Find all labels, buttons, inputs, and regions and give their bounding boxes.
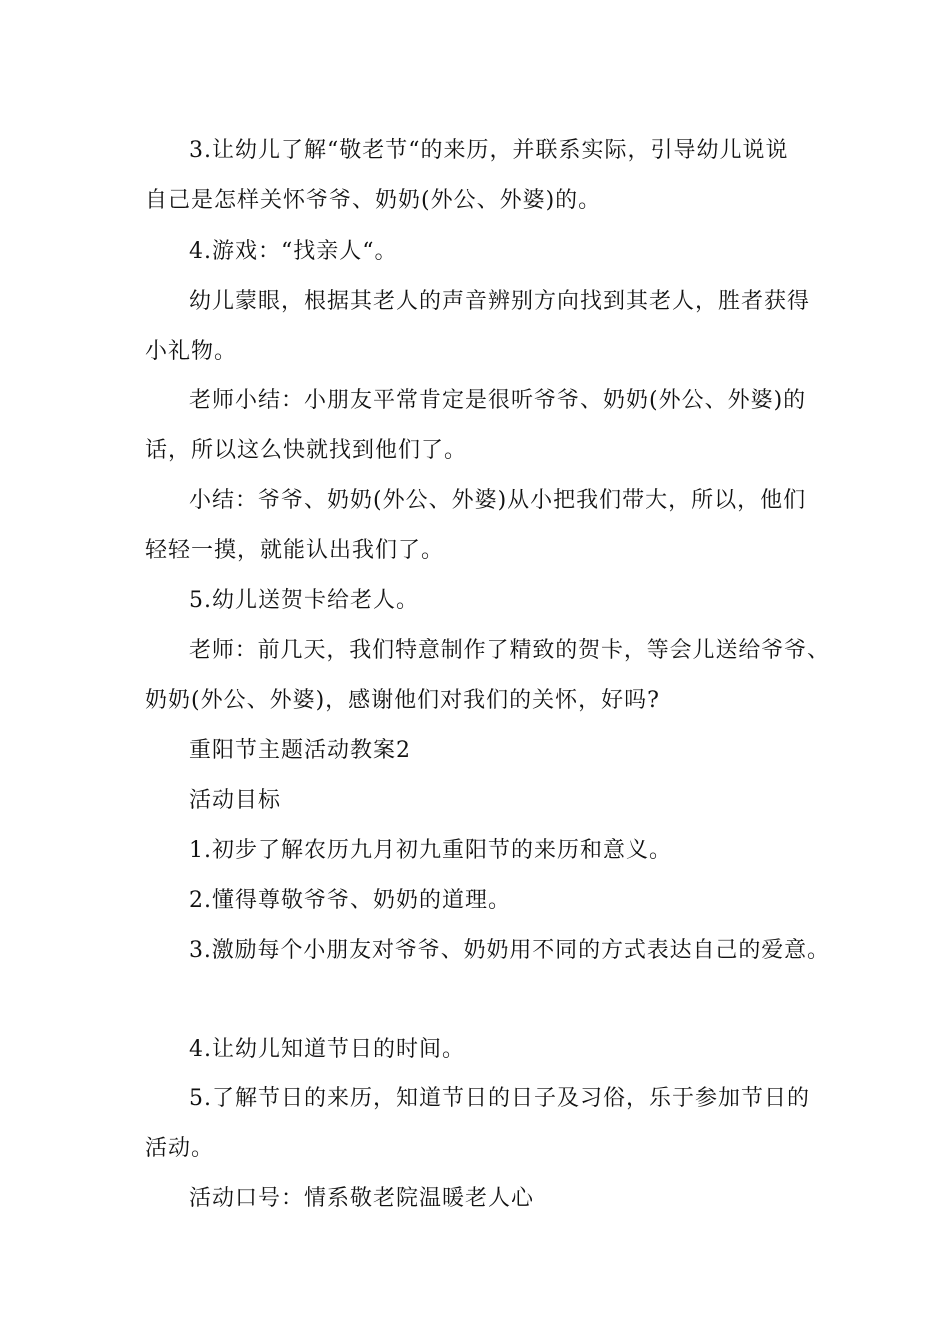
list-item: 2.懂得尊敬爷爷、奶奶的道理。: [189, 888, 511, 913]
paragraph-line: 自己是怎样关怀爷爷、奶奶(外公、外婆)的。: [145, 188, 602, 213]
paragraph-line: 老师：前几天，我们特意制作了精致的贺卡，等会儿送给爷爷、: [189, 638, 830, 663]
paragraph-line: 幼儿蒙眼，根据其老人的声音辨别方向找到其老人，胜者获得: [189, 289, 811, 314]
list-item: 5.了解节日的来历，知道节日的日子及习俗，乐于参加节日的: [189, 1086, 810, 1111]
list-item: 1.初步了解农历九月初九重阳节的来历和意义。: [189, 838, 672, 863]
paragraph-line: 活动。: [145, 1136, 215, 1161]
paragraph-line: 活动口号：情系敬老院温暖老人心: [189, 1186, 535, 1211]
paragraph-line: 小结：爷爷、奶奶(外公、外婆)从小把我们带大，所以，他们: [189, 488, 807, 513]
subsection-heading: 活动目标: [189, 788, 282, 813]
list-item: 4.让幼儿知道节日的时间。: [189, 1037, 465, 1062]
paragraph-line: 老师小结：小朋友平常肯定是很听爷爷、奶奶(外公、外婆)的: [189, 388, 807, 413]
paragraph-line: 小礼物。: [145, 339, 238, 364]
paragraph-line: 轻轻一摸，就能认出我们了。: [145, 538, 445, 563]
paragraph-line: 3.让幼儿了解“敬老节“的来历，并联系实际，引导幼儿说说: [189, 138, 789, 163]
paragraph-line: 5.幼儿送贺卡给老人。: [189, 588, 419, 613]
paragraph-line: 4.游戏：“找亲人“。: [189, 239, 398, 264]
paragraph-line: 奶奶(外公、外婆)，感谢他们对我们的关怀，好吗?: [145, 688, 660, 713]
list-item: 3.激励每个小朋友对爷爷、奶奶用不同的方式表达自己的爱意。: [189, 938, 830, 963]
paragraph-line: 话，所以这么快就找到他们了。: [145, 438, 468, 463]
section-heading: 重阳节主题活动教案2: [189, 738, 411, 763]
